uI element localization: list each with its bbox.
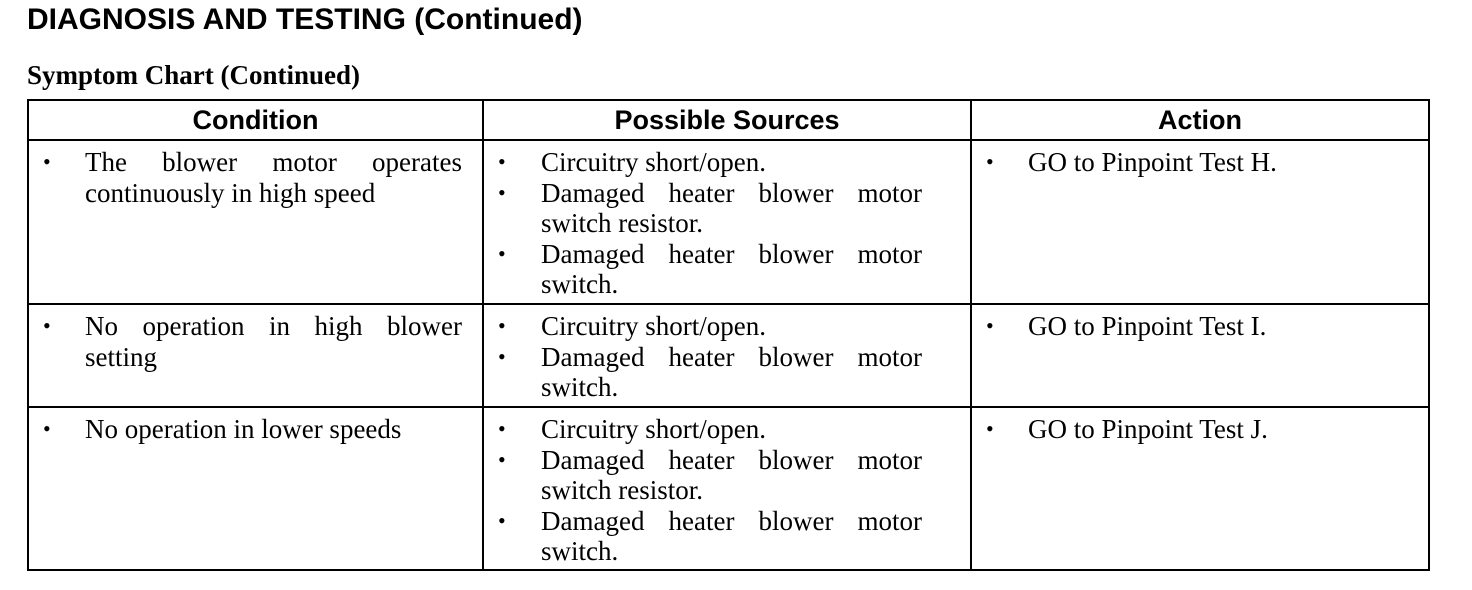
bullet-icon: • <box>498 179 506 205</box>
list-item <box>29 147 482 208</box>
table-row <box>28 407 1429 570</box>
table-row <box>28 304 1429 407</box>
list-item <box>972 311 1428 342</box>
source-text: Damaged heater blower motor switch. <box>541 505 922 566</box>
possible-sources-cell <box>483 304 971 407</box>
list-item <box>484 414 970 445</box>
bullet-icon: • <box>498 240 506 266</box>
list-item <box>484 147 970 178</box>
action-text: GO to Pinpoint Test H. <box>1028 147 1277 177</box>
source-text: Circuitry short/open. <box>541 414 766 444</box>
source-text: Damaged heater blower motor switch resistor. <box>541 444 922 505</box>
symptom-chart-table <box>27 99 1430 571</box>
condition-text: The blower motor operates continuously in high speed <box>85 147 462 208</box>
page-title: DIAGNOSIS AND TESTING (Continued) <box>27 3 583 36</box>
column-header-possible-sources: Possible Sources <box>483 100 971 140</box>
list-item <box>484 342 970 403</box>
column-header-action: Action <box>971 100 1429 140</box>
bullet-icon: • <box>498 343 506 369</box>
list-item <box>484 178 970 239</box>
source-text: Circuitry short/open. <box>541 147 766 177</box>
action-text: GO to Pinpoint Test I. <box>1028 311 1267 341</box>
condition-text: No operation in lower speeds <box>85 414 402 444</box>
list-item <box>484 506 970 567</box>
bullet-icon: • <box>986 149 994 174</box>
source-text: Damaged heater blower motor switch. <box>541 238 922 299</box>
action-cell <box>971 304 1429 407</box>
condition-cell <box>28 304 483 407</box>
bullet-icon: • <box>498 446 506 472</box>
table-header-row <box>28 100 1429 140</box>
table-row <box>28 140 1429 304</box>
bullet-icon: • <box>498 313 506 338</box>
bullet-icon: • <box>43 416 51 441</box>
condition-text: No operation in high blower setting <box>85 311 462 372</box>
bullet-icon: • <box>498 149 506 174</box>
list-item <box>972 147 1428 178</box>
possible-sources-cell <box>483 140 971 304</box>
list-item <box>29 311 482 372</box>
list-item <box>484 239 970 300</box>
possible-sources-cell <box>483 407 971 570</box>
bullet-icon: • <box>43 313 51 338</box>
list-item <box>484 445 970 506</box>
source-text: Damaged heater blower motor switch resistor. <box>541 177 922 238</box>
condition-cell <box>28 140 483 304</box>
section-title: Symptom Chart (Continued) <box>27 60 361 90</box>
source-text: Circuitry short/open. <box>541 311 766 341</box>
condition-cell <box>28 407 483 570</box>
list-item <box>484 311 970 342</box>
bullet-icon: • <box>43 149 51 174</box>
list-item <box>29 414 482 445</box>
bullet-icon: • <box>986 313 994 338</box>
source-text: Damaged heater blower motor switch. <box>541 341 922 402</box>
bullet-icon: • <box>986 416 994 441</box>
action-cell <box>971 407 1429 570</box>
column-header-condition: Condition <box>28 100 483 140</box>
action-cell <box>971 140 1429 304</box>
bullet-icon: • <box>498 416 506 441</box>
bullet-icon: • <box>498 507 506 533</box>
action-text: GO to Pinpoint Test J. <box>1028 414 1268 444</box>
list-item <box>972 414 1428 445</box>
